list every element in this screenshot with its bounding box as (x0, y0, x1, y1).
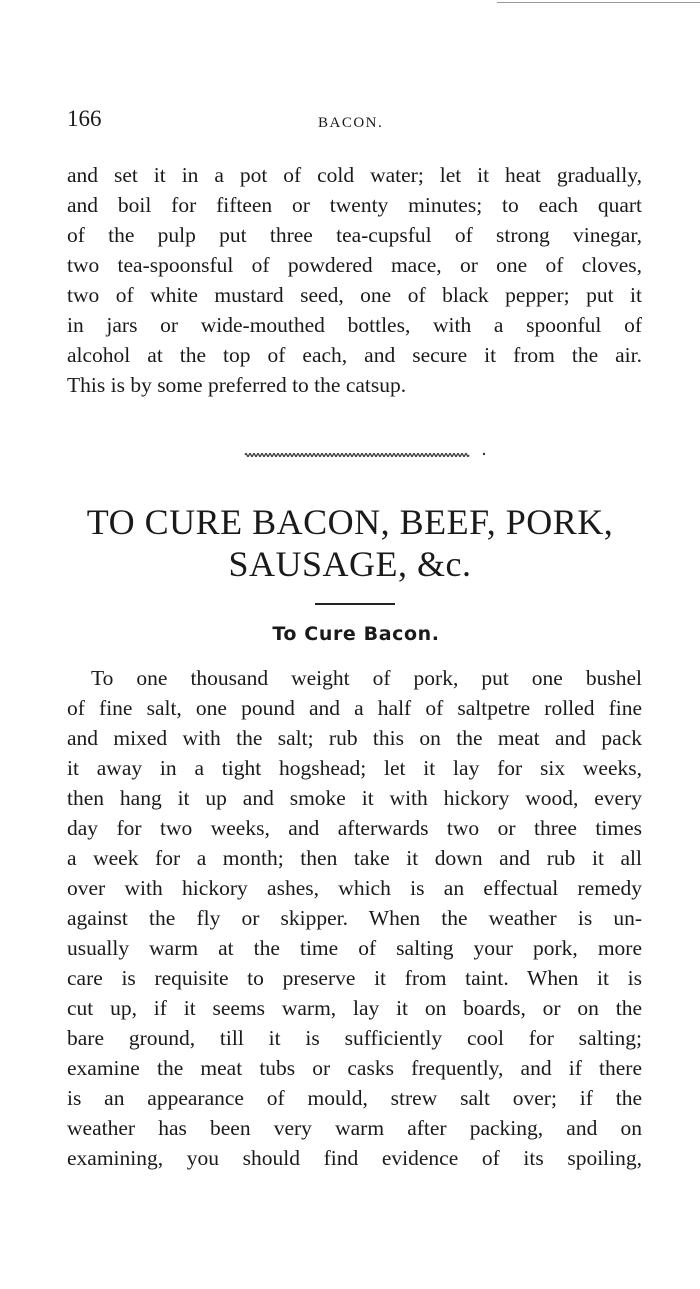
text-line: a week for a month; then take it down and rub it all (67, 846, 642, 870)
text-line: in jars or wide-mouthed bottles, with a spoonful of (67, 313, 642, 337)
text-line: of the pulp put three tea-cupsful of strong vinegar, (67, 223, 642, 247)
text-line: weather has been very warm after packing, and on (67, 1116, 642, 1140)
text-line: examining, you should find evidence of its spoiling, (67, 1146, 642, 1170)
section-heading-line: TO CURE BACON, BEEF, PORK, (86, 502, 614, 542)
text-line: To one thousand weight of pork, put one bushel (91, 666, 642, 690)
text-line: alcohol at the top of each, and secure it from the air. (67, 343, 642, 367)
text-line: examine the meat tubs or casks frequently, and if there (67, 1056, 642, 1080)
text-line: day for two weeks, and afterwards two or three times (67, 816, 642, 840)
continued-paragraph (67, 160, 642, 400)
text-line: and set it in a pot of cold water; let it heat gradually, (67, 163, 642, 187)
text-line: it away in a tight hogshead; let it lay for six weeks, (67, 756, 642, 780)
text-line: bare ground, till it is sufficiently cool for salting; (67, 1026, 642, 1050)
text-line: usually warm at the time of salting your pork, more (67, 936, 642, 960)
text-line: two of white mustard seed, one of black pepper; put it (67, 283, 642, 307)
heading-rule (315, 603, 395, 605)
text-line: and boil for fifteen or twenty minutes; to each quart (67, 193, 642, 217)
section-heading-line: SAUSAGE, &c. (228, 544, 472, 584)
text-line: This is by some preferred to the catsup. (67, 373, 407, 397)
wavy-line-icon (245, 454, 469, 457)
text-line: cut up, if it seems warm, lay it on boards, or on the (67, 996, 642, 1020)
top-edge-rule (497, 2, 700, 3)
text-line: over with hickory ashes, which is an effectual remedy (67, 876, 642, 900)
text-line: care is requisite to preserve it from taint. When it is (67, 966, 642, 990)
text-line: two tea-spoonsful of powdered mace, or one of cloves, (67, 253, 642, 277)
recipe-paragraph (67, 663, 642, 1173)
text-line: against the fly or skipper. When the weather is un- (67, 906, 642, 930)
text-line: is an appearance of mould, strew salt over; if the (67, 1086, 642, 1110)
text-line: and mixed with the salt; rub this on the meat and pack (67, 726, 642, 750)
running-title: BACON. (318, 115, 384, 131)
recipe-subheading: To Cure Bacon. (272, 623, 440, 645)
text-line: of fine salt, one pound and a half of saltpetre rolled fine (67, 696, 642, 720)
section-heading (40, 501, 660, 585)
wavy-ornament-divider (0, 446, 700, 466)
page-number: 166 (67, 106, 102, 131)
running-head (67, 104, 642, 134)
ornament-dot-icon (483, 453, 485, 455)
text-line: then hang it up and smoke it with hickory wood, every (67, 786, 642, 810)
